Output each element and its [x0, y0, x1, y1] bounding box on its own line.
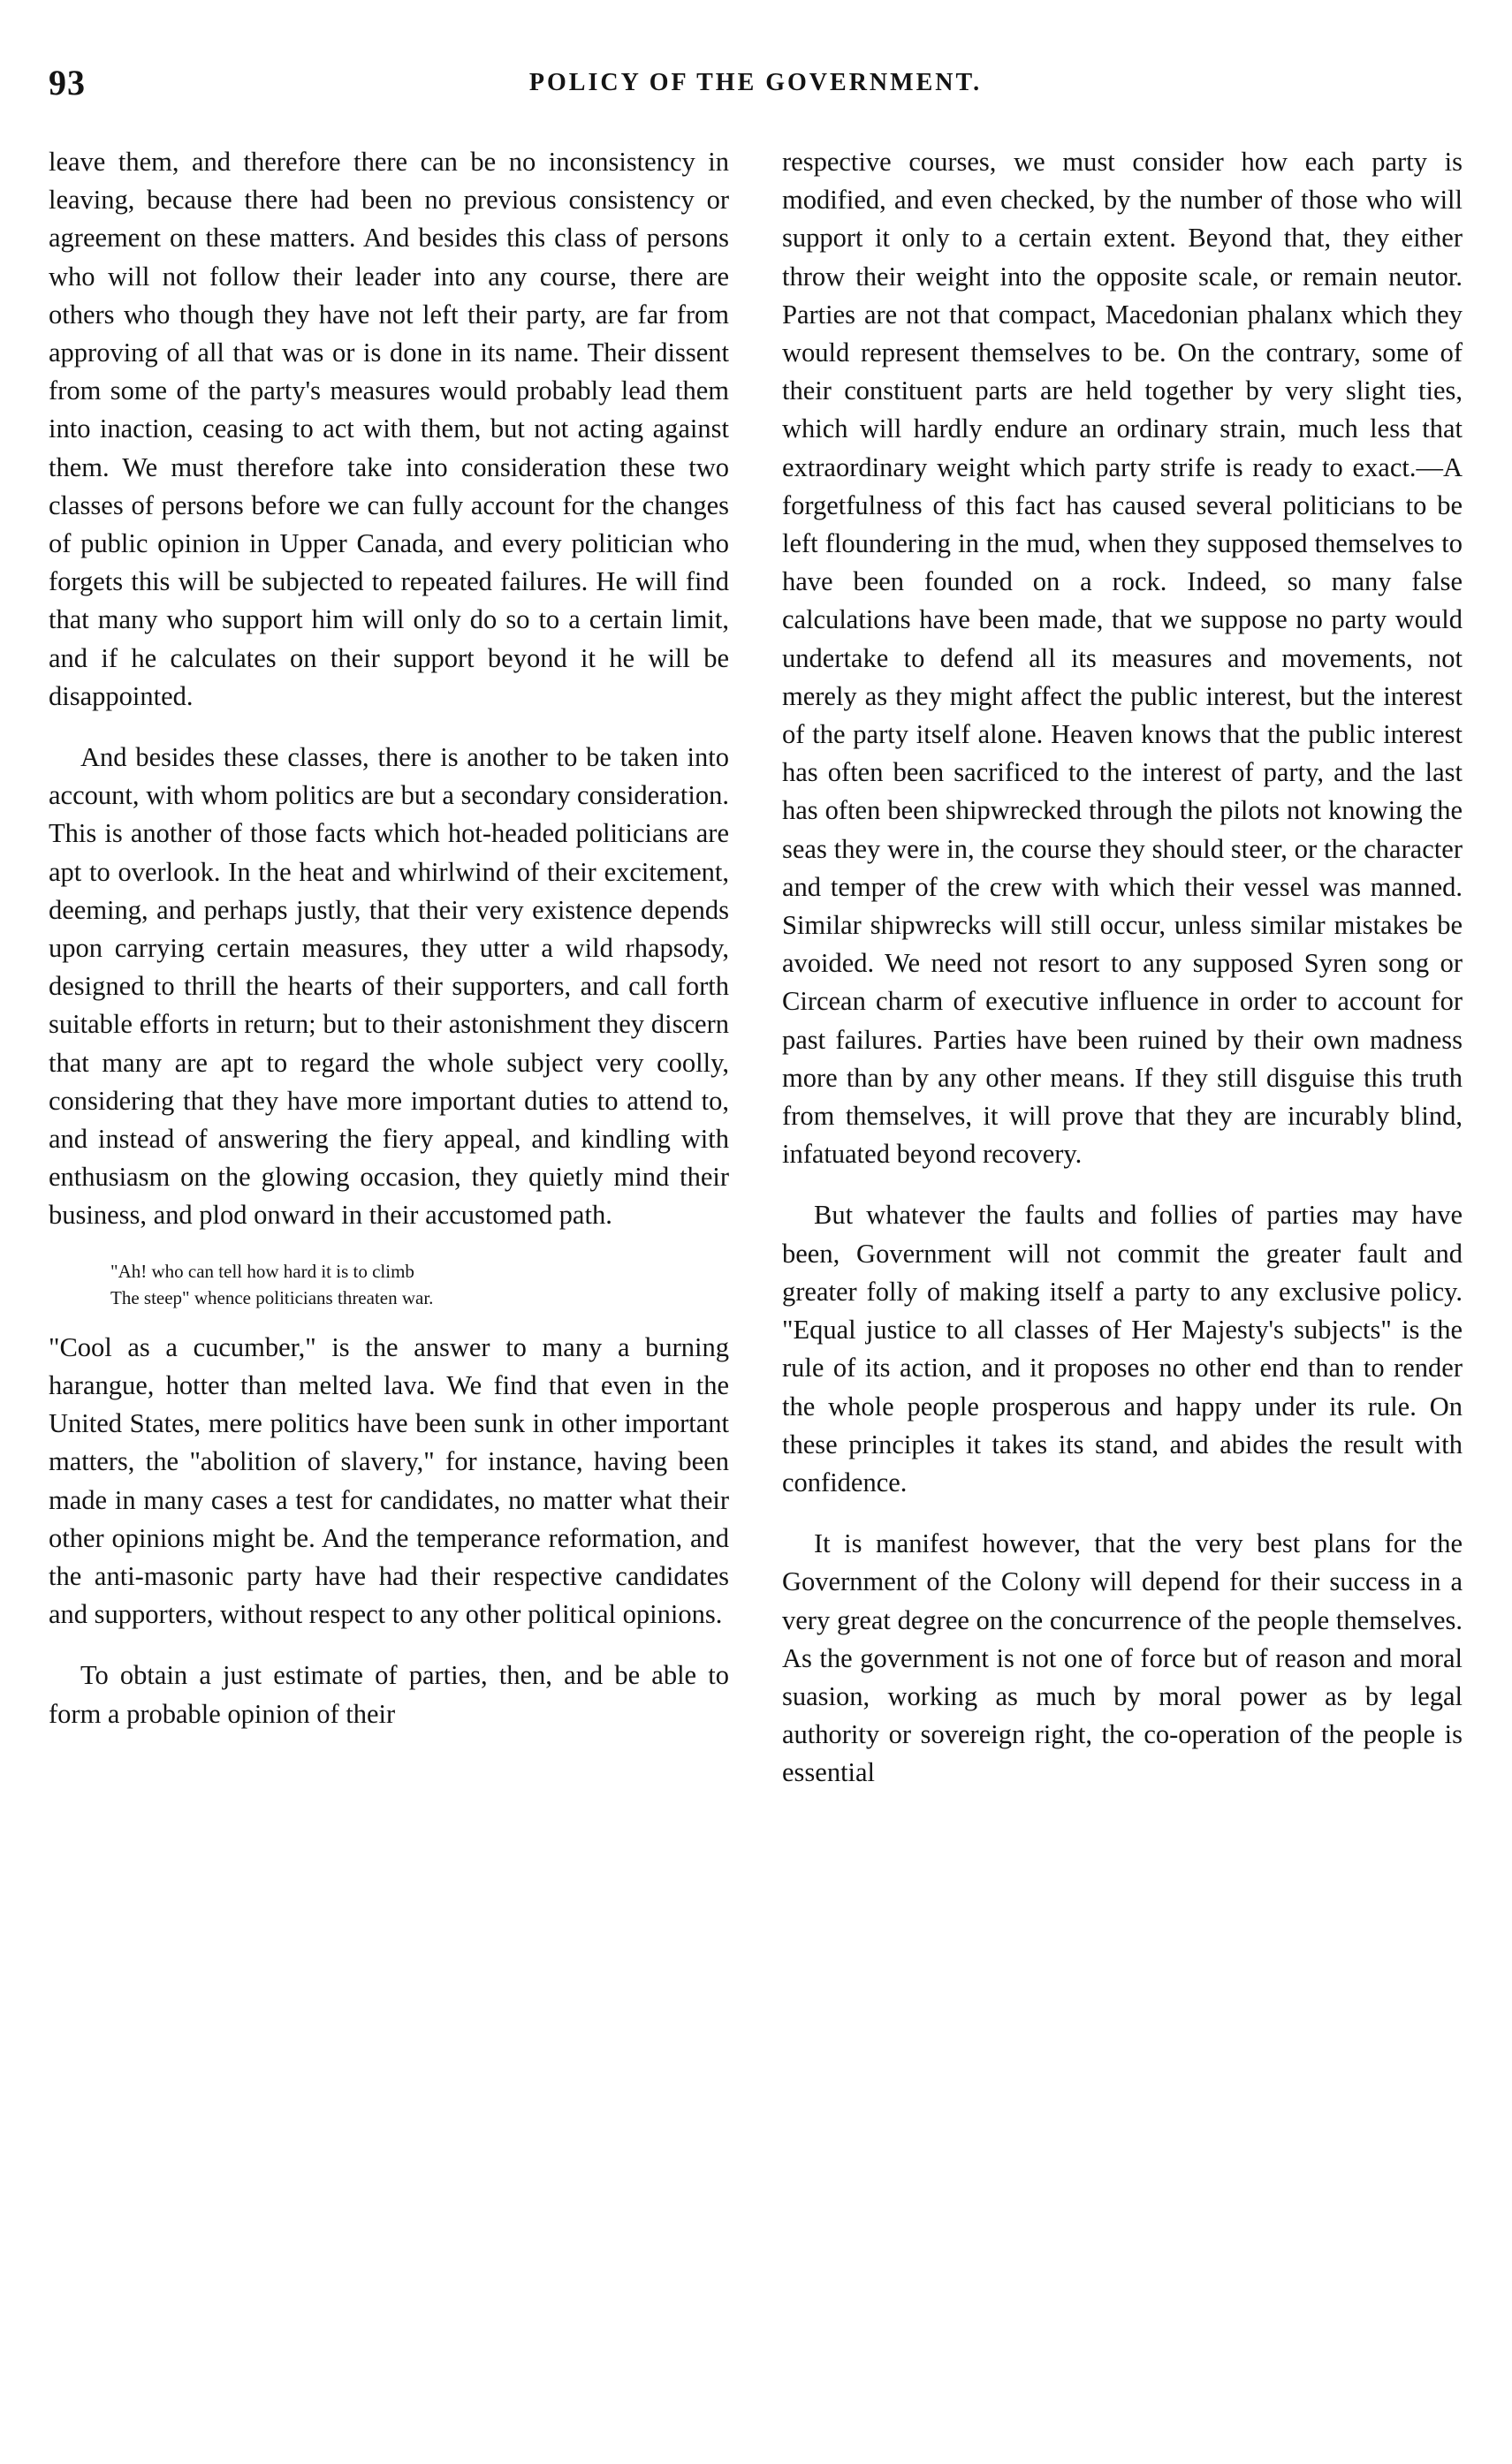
paragraph: leave them, and therefore there can be no inconsistency in leaving, because there had been no previous consistency or agreement on these matters. And besides this class of persons who will not follow their leader into any course, there are others who though they have not left their party, are far from approving of all that was or is done in its name. Their dissent from some of the party's measures would probably lead them into inaction, ceasing to act with them, but not acting against them. We must therefore take into consideration these two classes of persons before we can fully account for the changes of public opinion in Upper Canada, and every politician who forgets this will be subjected to repeated failures. He will find that many who support him will only do so to a certain limit, and if he calculates on their support beyond it he will be disappointed. — [49, 147, 729, 711]
quote-line: "Ah! who can tell how hard it is to climb — [110, 1260, 414, 1282]
paragraph: But whatever the faults and follies of parties may have been, Government will not commit the greater fault and greater folly of making itself a party to any exclusive policy. "Equal justice to all classes of Her Majesty's subjects" is the rule of its action, and it proposes no other end than to render the whole people prosperous and happy under its rule. On these principles it takes its stand, and abides the result with confidence. — [782, 1200, 1463, 1497]
book-page — [49, 62, 1463, 2438]
paragraph: "Cool as a cucumber," is the answer to many a burning harangue, hotter than melted lava. We find that even in the United States, mere politics have been sunk in other important matters, the "abolition of slavery," for instance, having been made in many cases a test for candidates, no matter what their other opinions might be. And the temperance reformation, and the anti-masonic party have had their respective candidates and supporters, without respect to any other political opinions. — [49, 1331, 729, 1630]
paragraph: And besides these classes, there is another to be taken into account, with whom politics are but a secondary consideration. This is another of those facts which hot-headed politicians are apt to overlook. In the heat and whirlwind of their excitement, deeming, and perhaps justly, that their very existence depends upon carrying certain measures, they utter a wild rhapsody, designed to thrill the hearts of their supporters, and call forth suitable efforts in return; but to their astonishment they discern that many are apt to regard the whole subject very coolly, considering that they have more important duties to attend to, and instead of answering the fiery appeal, and kindling with enthusiasm on the glowing occasion, they quietly mind their business, and plod onward in their accustomed path. — [49, 742, 729, 1231]
running-header — [49, 62, 1463, 115]
running-title: POLICY OF THE GOVERNMENT. — [528, 69, 983, 96]
verse-quotation — [110, 1258, 729, 1311]
page-number: 93 — [49, 63, 86, 102]
paragraph: respective courses, we must consider how each party is modified, and even checked, by the number of those who will support it only to a certain extent. Beyond that, they either throw their weight into the opposite scale, or remain neutor. Parties are not that compact, Macedonian phalanx which they would represent themselves to be. On the contrary, some of their constituent parts are held together by very slight ties, which will hardly endure an ordinary strain, much less that extraordinary weight which party strife is ready to exact.—A forgetfulness of this fact has caused several politicians to be left floundering in the mud, when they supposed themselves to have been founded on a rock. Indeed, so many false calculations have been made, that we suppose no party would undertake to defend all its measures and movements, not merely as they might affect the public interest, but the interest of the party itself alone. Heaven knows that the public interest has often been sacrificed to the interest of party, and the last has often been shipwrecked through the pilots not knowing the seas they were in, the course they should steer, or the character and temper of the crew with which their vessel was manned. Similar shipwrecks will still occur, unless similar mistakes be avoided. We need not resort to any supposed Syren song or Circean charm of executive influence in order to account for past failures. Parties have been ruined by their own madness more than by any other means. If they still disguise this truth from themselves, it will prove that they are incurably blind, infatuated beyond recovery. — [782, 147, 1463, 1170]
quote-line: The steep" whence politicians threaten war. — [110, 1286, 434, 1308]
left-column — [49, 143, 729, 1756]
paragraph: To obtain a just estimate of parties, then, and be able to form a probable opinion of their — [49, 1660, 729, 1729]
paragraph: It is manifest however, that the very best plans for the Government of the Colony will depend for their success in a very great degree on the concurrence of the people themselves. As the government is not one of force but of reason and moral suasion, working as much by moral power as by legal authority or sovereign right, the co-operation of the people is essential — [782, 1528, 1463, 1788]
text-columns — [49, 143, 1463, 2431]
right-column — [782, 143, 1463, 1816]
